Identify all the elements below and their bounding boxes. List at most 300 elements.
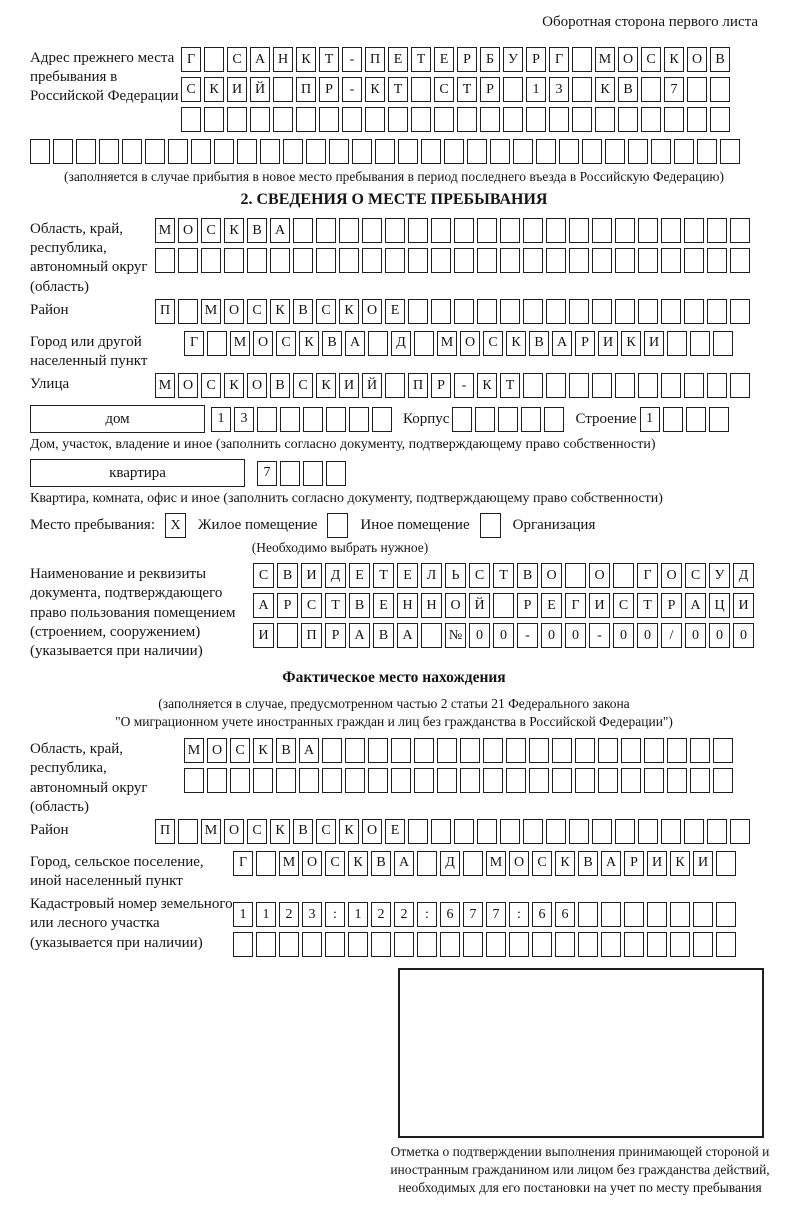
char-box: В [247, 218, 267, 243]
char-box: В [293, 819, 313, 844]
char-box: Е [388, 47, 408, 72]
char-box: Е [373, 593, 394, 618]
char-box: О [460, 331, 480, 356]
char-box [322, 768, 342, 793]
prev-address-boxes-row1 [181, 47, 733, 72]
char-box [227, 107, 247, 132]
char-box: 0 [493, 623, 514, 648]
char-box [552, 738, 572, 763]
char-box [178, 299, 198, 324]
char-box: Г [184, 331, 204, 356]
char-box: 6 [532, 902, 552, 927]
char-box [621, 768, 641, 793]
char-box: О [178, 218, 198, 243]
char-box [624, 902, 644, 927]
char-box: С [316, 819, 336, 844]
char-box [385, 248, 405, 273]
char-box: Й [469, 593, 490, 618]
char-box: Р [575, 331, 595, 356]
char-box: С [613, 593, 634, 618]
char-box [467, 139, 487, 164]
char-box [575, 738, 595, 763]
stroenie-boxes [640, 407, 732, 432]
char-box [684, 373, 704, 398]
char-box: А [250, 47, 270, 72]
char-box [592, 299, 612, 324]
char-box: И [589, 593, 610, 618]
field-prev-address [30, 47, 758, 137]
char-box: А [349, 623, 370, 648]
char-box: Н [421, 593, 442, 618]
char-box: У [709, 563, 730, 588]
char-box: М [155, 218, 175, 243]
district-label: Район [30, 301, 69, 318]
char-box [204, 47, 224, 72]
char-box [572, 107, 592, 132]
char-box [483, 738, 503, 763]
char-box: В [578, 851, 598, 876]
field-street [30, 373, 758, 403]
char-box [546, 373, 566, 398]
char-box [670, 902, 690, 927]
char-box [601, 932, 621, 957]
char-box [684, 299, 704, 324]
char-box: Р [526, 47, 546, 72]
char-box [707, 218, 727, 243]
char-box: Р [480, 77, 500, 102]
char-box [730, 218, 750, 243]
char-box: К [270, 299, 290, 324]
char-box: Р [457, 47, 477, 72]
char-box [371, 932, 391, 957]
document-boxes-row1 [253, 563, 757, 588]
char-box [730, 248, 750, 273]
char-box: С [641, 47, 661, 72]
char-box: О [224, 819, 244, 844]
char-box: Д [440, 851, 460, 876]
char-box [644, 738, 664, 763]
char-box [431, 248, 451, 273]
char-box: С [316, 299, 336, 324]
char-box [431, 299, 451, 324]
char-box [690, 331, 710, 356]
char-box: М [486, 851, 506, 876]
char-box: Б [480, 47, 500, 72]
char-box: - [342, 77, 362, 102]
char-box [513, 139, 533, 164]
char-box [521, 407, 541, 432]
char-box [592, 248, 612, 273]
choose-note: (Необходимо выбрать нужное) [251, 540, 429, 556]
char-box [628, 139, 648, 164]
char-box: 2 [279, 902, 299, 927]
char-box [339, 248, 359, 273]
char-box: А [685, 593, 706, 618]
char-box [99, 139, 119, 164]
char-box [414, 331, 434, 356]
char-box: - [342, 47, 362, 72]
prev-address-boxes-row2 [181, 77, 733, 102]
char-box [253, 768, 273, 793]
apartment-note: Квартира, комната, офис и иное (заполнить согласно документу, подтверждающему право собственности) [30, 491, 663, 507]
field-region [30, 218, 758, 297]
char-box [716, 902, 736, 927]
char-box [437, 768, 457, 793]
char-box [434, 107, 454, 132]
district-boxes [155, 299, 753, 324]
char-box [690, 768, 710, 793]
char-box [296, 107, 316, 132]
char-box: Й [362, 373, 382, 398]
char-box [572, 77, 592, 102]
char-box [437, 738, 457, 763]
char-box: Г [565, 593, 586, 618]
section2-title: 2. СВЕДЕНИЯ О МЕСТЕ ПРЕБЫВАНИЯ [240, 191, 548, 208]
char-box [559, 139, 579, 164]
char-box [454, 248, 474, 273]
char-box: Е [397, 563, 418, 588]
char-box [454, 819, 474, 844]
char-box [280, 461, 300, 486]
char-box [667, 738, 687, 763]
char-box: П [365, 47, 385, 72]
char-box [687, 77, 707, 102]
char-box: С [253, 563, 274, 588]
char-box: В [270, 373, 290, 398]
char-box [509, 932, 529, 957]
char-box: С [276, 331, 296, 356]
char-box: В [322, 331, 342, 356]
char-box: В [529, 331, 549, 356]
char-box [638, 299, 658, 324]
char-box: Е [349, 563, 370, 588]
char-box [710, 77, 730, 102]
char-box: 1 [233, 902, 253, 927]
option-label-organization: Организация [512, 517, 596, 534]
char-box [349, 407, 369, 432]
char-box: 1 [640, 407, 660, 432]
char-box [500, 299, 520, 324]
stay-place-label: Место пребывания: [30, 517, 155, 534]
char-box [145, 139, 165, 164]
char-box: 0 [709, 623, 730, 648]
char-box [575, 768, 595, 793]
actual-region-boxes-row2 [184, 768, 736, 793]
char-box: Р [277, 593, 298, 618]
char-box: М [201, 819, 221, 844]
char-box [463, 932, 483, 957]
char-box [684, 819, 704, 844]
actual-location-title: Фактическое место нахождения [282, 669, 506, 687]
char-box [431, 819, 451, 844]
char-box: 1 [211, 407, 231, 432]
char-box [237, 139, 257, 164]
char-box [319, 107, 339, 132]
char-box: О [362, 819, 382, 844]
char-box: С [230, 738, 250, 763]
registration-stamp-box [398, 968, 764, 1138]
char-box [53, 139, 73, 164]
char-box [477, 819, 497, 844]
char-box: Н [273, 47, 293, 72]
char-box [483, 768, 503, 793]
char-box [578, 932, 598, 957]
char-box [257, 407, 277, 432]
char-box: П [155, 299, 175, 324]
char-box: П [301, 623, 322, 648]
stamp-caption: Отметка о подтверждении выполнения принимающей стороной и иностранным гражданином или лицом без гражданства действий, необходимых для его постановки на учет по месту пребывания [390, 1144, 770, 1195]
char-box: А [345, 331, 365, 356]
char-box [260, 139, 280, 164]
char-box [601, 902, 621, 927]
char-box [529, 738, 549, 763]
char-box [670, 932, 690, 957]
char-box: К [506, 331, 526, 356]
char-box [615, 819, 635, 844]
char-box: К [348, 851, 368, 876]
char-box: № [445, 623, 466, 648]
char-box: В [276, 738, 296, 763]
prev-address-boxes-row3 [181, 107, 733, 132]
char-box [638, 218, 658, 243]
apartment-label-box: квартира [30, 459, 245, 487]
char-box: А [552, 331, 572, 356]
char-box [664, 107, 684, 132]
char-box: 0 [565, 623, 586, 648]
char-box [661, 373, 681, 398]
char-box: У [503, 47, 523, 72]
char-box [693, 902, 713, 927]
char-box [477, 218, 497, 243]
char-box: О [618, 47, 638, 72]
char-box [480, 107, 500, 132]
char-box [523, 819, 543, 844]
char-box [276, 768, 296, 793]
char-box [569, 373, 589, 398]
char-box: Т [373, 563, 394, 588]
char-box [713, 738, 733, 763]
char-box: И [301, 563, 322, 588]
cadastral-label: Кадастровый номер земельного или лесного участка (указывается при наличии) [30, 896, 233, 951]
char-box [523, 373, 543, 398]
char-box [709, 407, 729, 432]
char-box [498, 407, 518, 432]
char-box [316, 248, 336, 273]
char-box [329, 139, 349, 164]
stay-place-row [30, 513, 758, 538]
char-box [342, 107, 362, 132]
char-box [256, 851, 276, 876]
char-box [523, 218, 543, 243]
char-box [280, 407, 300, 432]
char-box: С [247, 299, 267, 324]
char-box [549, 107, 569, 132]
checkbox-other-premises [327, 513, 348, 538]
char-box: 0 [685, 623, 706, 648]
char-box [475, 407, 495, 432]
char-box: Г [233, 851, 253, 876]
char-box: О [207, 738, 227, 763]
char-box [615, 218, 635, 243]
char-box [713, 768, 733, 793]
char-box [713, 331, 733, 356]
char-box: К [555, 851, 575, 876]
char-box [306, 139, 326, 164]
stroenie-label: Строение [575, 410, 637, 427]
char-box [365, 107, 385, 132]
char-box: В [517, 563, 538, 588]
char-box [552, 768, 572, 793]
char-box: 7 [664, 77, 684, 102]
char-box [651, 139, 671, 164]
char-box [454, 218, 474, 243]
char-box [368, 768, 388, 793]
char-box: 7 [257, 461, 277, 486]
char-box [486, 932, 506, 957]
actual-region-rows [184, 738, 736, 798]
char-box [674, 139, 694, 164]
char-box [391, 768, 411, 793]
char-box [624, 932, 644, 957]
char-box: Т [319, 47, 339, 72]
char-box [523, 248, 543, 273]
korpus-label: Корпус [403, 410, 450, 427]
char-box: Р [661, 593, 682, 618]
char-box: В [277, 563, 298, 588]
char-box: Н [397, 593, 418, 618]
char-box [569, 218, 589, 243]
char-box: К [339, 299, 359, 324]
char-box: Р [325, 623, 346, 648]
char-box: Г [637, 563, 658, 588]
char-box [720, 139, 740, 164]
char-box: В [293, 299, 313, 324]
char-box [375, 139, 395, 164]
char-box: Т [637, 593, 658, 618]
char-box: И [598, 331, 618, 356]
char-box: 0 [469, 623, 490, 648]
cadastral-boxes-row2 [233, 932, 739, 957]
char-box: А [601, 851, 621, 876]
char-box: И [733, 593, 754, 618]
char-box [477, 248, 497, 273]
char-box: 3 [549, 77, 569, 102]
char-box: С [181, 77, 201, 102]
cadastral-boxes-row1 [233, 902, 739, 927]
char-box [348, 932, 368, 957]
char-box: К [224, 218, 244, 243]
char-box: 3 [302, 902, 322, 927]
char-box: Р [517, 593, 538, 618]
street-label: Улица [30, 376, 70, 393]
char-box [270, 248, 290, 273]
char-box [592, 218, 612, 243]
char-box: М [230, 331, 250, 356]
char-box [615, 248, 635, 273]
char-box: Д [391, 331, 411, 356]
char-box: О [687, 47, 707, 72]
region-label: Область, край, республика, автономный округ (область) [30, 221, 148, 295]
char-box [661, 299, 681, 324]
char-box [408, 248, 428, 273]
char-box: Р [431, 373, 451, 398]
char-box: С [201, 373, 221, 398]
char-box [421, 623, 442, 648]
char-box: С [301, 593, 322, 618]
char-box [181, 107, 201, 132]
char-box [503, 77, 523, 102]
char-box [687, 107, 707, 132]
char-box: : [325, 902, 345, 927]
char-box: Ь [445, 563, 466, 588]
char-box [697, 139, 717, 164]
char-box [414, 768, 434, 793]
char-box: 6 [555, 902, 575, 927]
char-box [279, 932, 299, 957]
char-box: М [201, 299, 221, 324]
char-box: Г [181, 47, 201, 72]
char-box [250, 107, 270, 132]
char-box: О [541, 563, 562, 588]
char-box: А [253, 593, 274, 618]
char-box [546, 299, 566, 324]
char-box: : [417, 902, 437, 927]
char-box: Й [250, 77, 270, 102]
korpus-boxes [452, 407, 567, 432]
char-box [592, 819, 612, 844]
char-box [618, 107, 638, 132]
char-box [207, 331, 227, 356]
char-box: М [184, 738, 204, 763]
char-box: С [325, 851, 345, 876]
char-box [493, 593, 514, 618]
actual-region-boxes-row1 [184, 738, 736, 763]
char-box: С [532, 851, 552, 876]
char-box: 1 [348, 902, 368, 927]
apartment-row [30, 459, 758, 487]
document-boxes-row2 [253, 593, 757, 618]
char-box [388, 107, 408, 132]
field-city [30, 331, 758, 371]
char-box [546, 218, 566, 243]
char-box [460, 738, 480, 763]
char-box [155, 248, 175, 273]
char-box [730, 299, 750, 324]
char-box [385, 218, 405, 243]
char-box [569, 248, 589, 273]
char-box [408, 819, 428, 844]
char-box: 1 [256, 902, 276, 927]
char-box [572, 47, 592, 72]
char-box: С [483, 331, 503, 356]
char-box: С [293, 373, 313, 398]
char-box [372, 407, 392, 432]
char-box [184, 768, 204, 793]
street-boxes [155, 373, 753, 398]
char-box: О [509, 851, 529, 876]
char-box [546, 248, 566, 273]
char-box: О [247, 373, 267, 398]
char-box: Е [541, 593, 562, 618]
char-box: 7 [486, 902, 506, 927]
actual-city-boxes [233, 851, 739, 876]
option-label-residential: Жилое помещение [198, 517, 318, 534]
char-box [500, 819, 520, 844]
char-box: Ц [709, 593, 730, 618]
char-box [555, 932, 575, 957]
char-box [595, 107, 615, 132]
char-box [463, 851, 483, 876]
